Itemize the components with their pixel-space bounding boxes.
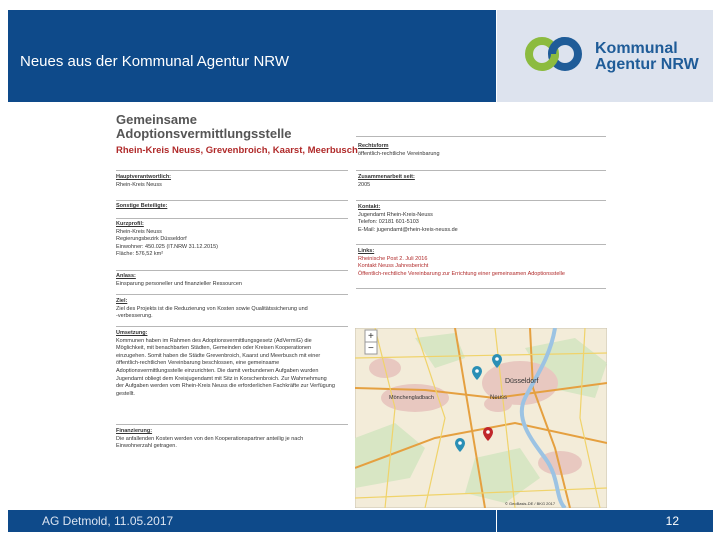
- section-line: Rhein-Kreis Neuss: [116, 181, 162, 188]
- doc-link[interactable]: Öffentlich-rechtliche Vereinbarung zur Errichtung einer gemeinsamen Adoptionsstelle: [358, 270, 565, 277]
- logo-area: [497, 10, 713, 102]
- section-label: Kontakt:: [358, 204, 381, 210]
- section-line: gestellt.: [116, 390, 135, 397]
- section-line: öffentlich-rechtlichen Vereinbarung beschlossen, eine gemeinsame: [116, 360, 280, 367]
- section-line: Kommunen haben im Rahmen des Adoptionsvermittlungsgesetz (AdVermiG) die: [116, 337, 312, 344]
- section-line: Einwohnerzahl getragen.: [116, 443, 177, 450]
- section-label: Finanzierung:: [116, 428, 153, 434]
- section-label: Umsetzung:: [116, 330, 148, 336]
- section-sonstige: [116, 203, 167, 211]
- section-kurzprofil: [116, 221, 218, 259]
- section-line: 2005: [358, 181, 371, 188]
- location-map[interactable]: [355, 328, 607, 508]
- section-label: Rechtsform: [358, 143, 389, 149]
- slide-header: [8, 10, 496, 102]
- map-attribution: © GeoBasis-DE / BKG 2017: [505, 501, 556, 506]
- section-hauptverantwortlich: [116, 174, 171, 189]
- logo-text: [595, 41, 699, 73]
- section-anlass: [116, 273, 242, 288]
- section-line: der Aufgaben werden vom Rhein-Kreis Neuss die erforderlichen Fachkräfte zur Verfügung: [116, 383, 335, 390]
- slide-title: Neues aus der Kommunal Agentur NRW: [20, 53, 290, 70]
- zoom-out-label: −: [368, 343, 374, 354]
- section-label: Hauptverantwortlich:: [116, 174, 172, 180]
- doc-title: [116, 113, 292, 141]
- footer-right: [497, 510, 713, 532]
- page-number: 12: [665, 514, 679, 528]
- section-line: Die anfallenden Kosten werden von den Kooperationspartner anteilig je nach: [116, 435, 304, 442]
- section-label: Ziel:: [116, 298, 128, 304]
- map-label-city: Düsseldorf: [505, 378, 539, 385]
- section-line: Telefon: 02181 601-5103: [358, 219, 419, 226]
- map-label-neuss: Neuss: [490, 395, 508, 401]
- section-line: Fläche: 576,52 km²: [116, 251, 164, 258]
- section-line: Adoptionsvermittlungsstelle einzurichten. Die damit verbundenen Aufgaben wurden: [116, 367, 319, 374]
- section-ziel: [116, 298, 308, 321]
- doc-link[interactable]: Rheinische Post 2. Juli 2016: [358, 255, 428, 262]
- section-line: Jugendamt Rhein-Kreis-Neuss: [358, 211, 433, 218]
- section-zusammenarbeit: [358, 174, 415, 189]
- doc-link[interactable]: Kontakt Neuss Jahresbericht: [358, 263, 429, 270]
- section-links: [358, 248, 565, 278]
- doc-title-line1: Gemeinsame: [116, 112, 197, 127]
- section-rechtsform: [358, 143, 440, 158]
- doc-subtitle: Rhein-Kreis Neuss, Grevenbroich, Kaarst, Meerbusch: [116, 145, 358, 156]
- section-line: -verbesserung.: [116, 313, 153, 320]
- section-line: Möglichkeit, mit benachbarten Städten, Gemeinden oder Kreisen Kooperationen: [116, 345, 312, 352]
- section-line: Jugendamt obliegt dem Kreisjugendamt mit Sitz in Korschenbroich. Zur Wahrnehmung: [116, 375, 327, 382]
- section-label: Sonstige Beteiligte:: [116, 203, 168, 209]
- section-line: Ziel des Projekts ist die Reduzierung von Kosten sowie Qualitätssicherung und: [116, 305, 308, 312]
- section-label: Zusammenarbeit seit:: [358, 174, 415, 180]
- footer-event: AG Detmold, 11.05.2017: [42, 514, 174, 528]
- section-label: Links:: [358, 248, 375, 254]
- section-label: Anlass:: [116, 273, 136, 279]
- section-line: Einwohner: 450.025 (IT.NRW 31.12.2015): [116, 243, 219, 250]
- section-label: Kurzprofil:: [116, 221, 144, 227]
- logo-line2: Agentur NRW: [595, 56, 699, 73]
- section-finanzierung: [116, 428, 303, 451]
- section-kontakt: [358, 204, 458, 234]
- section-line: E-Mail: jugendamt@rhein-kreis-neuss.de: [358, 226, 458, 233]
- footer-left: [8, 510, 496, 532]
- section-line: Rhein-Kreis Neuss: [116, 228, 162, 235]
- logo-line1: Kommunal: [595, 40, 678, 57]
- section-line: Regierungsbezirk Düsseldorf: [116, 236, 187, 243]
- doc-title-line2: Adoptionsvermittlungsstelle: [116, 126, 292, 141]
- section-umsetzung: [116, 330, 335, 398]
- section-line: Einsparung personeller und finanzieller Ressourcen: [116, 280, 242, 287]
- map-label-mg: Mönchengladbach: [389, 395, 434, 401]
- logo-rings-icon: [523, 34, 585, 74]
- zoom-in-label: +: [368, 331, 374, 342]
- section-line: einzugehen. Somit haben die Städte Grevenbroich, Kaarst und Meerbusch mit einer: [116, 352, 321, 359]
- section-line: öffentlich-rechtliche Vereinbarung: [358, 150, 440, 157]
- map-zoom-controls[interactable]: [365, 330, 377, 354]
